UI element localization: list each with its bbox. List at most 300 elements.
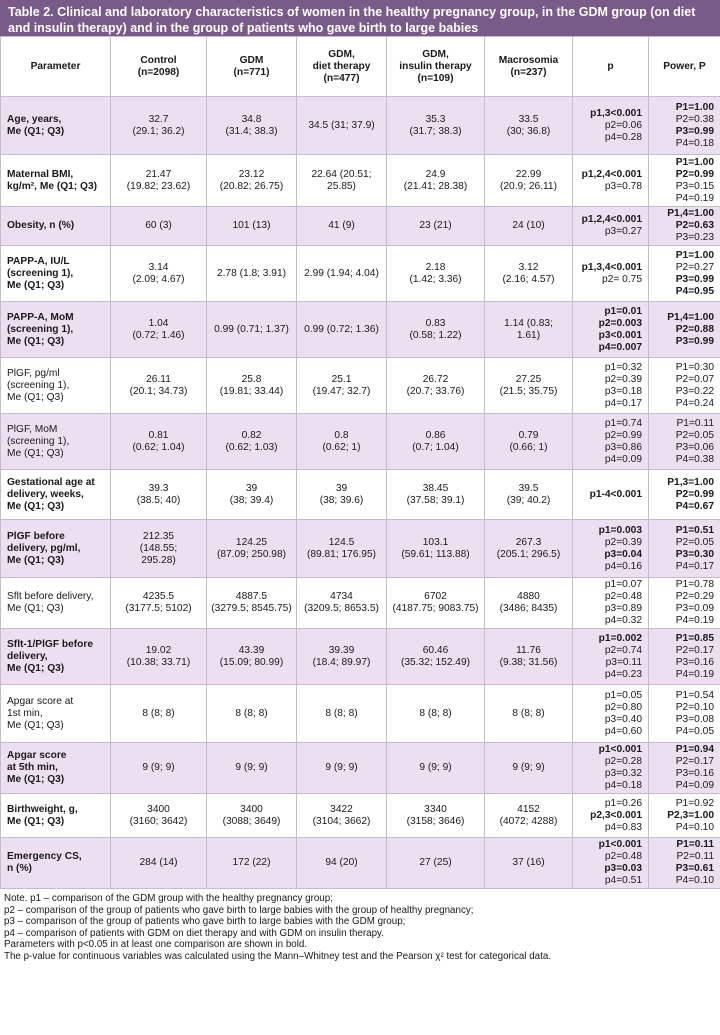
parameter-cell bbox=[1, 155, 111, 207]
power-value: P4=0.38 bbox=[675, 453, 714, 465]
p-value: p3=0.18 bbox=[604, 385, 642, 397]
value-line: 26.72 bbox=[422, 373, 449, 385]
p-value-cell bbox=[573, 414, 649, 470]
p-value: p1=0.32 bbox=[604, 361, 642, 373]
value-line: 6702 bbox=[424, 591, 447, 602]
value-cell bbox=[111, 794, 207, 838]
power-value: P3=0.09 bbox=[675, 603, 714, 614]
parameter-line: delivery, bbox=[7, 650, 48, 662]
power-value: P4=0.17 bbox=[675, 560, 714, 572]
value-cell bbox=[111, 246, 207, 302]
power-value: P2=0.38 bbox=[675, 113, 714, 125]
column-header-line: (n=2098) bbox=[137, 66, 180, 78]
value-line: (0.62; 1.03) bbox=[225, 441, 278, 453]
column-header-line: Parameter bbox=[30, 60, 81, 72]
power-value: P4=0.10 bbox=[675, 875, 714, 886]
power-cell bbox=[649, 629, 720, 685]
value-line: 39 bbox=[335, 482, 348, 494]
value-line: (59.61; 113.88) bbox=[401, 548, 470, 560]
value-cell bbox=[297, 629, 387, 685]
p-value: p4=0.60 bbox=[604, 725, 642, 737]
power-value: P1=0.30 bbox=[675, 361, 714, 373]
value-cell bbox=[297, 246, 387, 302]
value-cell bbox=[111, 629, 207, 685]
value-cell bbox=[485, 155, 573, 207]
table-row bbox=[1, 155, 720, 207]
parameter-line: (screening 1), bbox=[7, 267, 74, 279]
parameter-line: Me (Q1; Q3) bbox=[7, 335, 65, 347]
table-row bbox=[1, 520, 720, 578]
power-value: P4=0.09 bbox=[675, 780, 714, 791]
value-cell bbox=[207, 520, 297, 578]
value-cell bbox=[207, 743, 297, 794]
value-line: 124.25 bbox=[235, 536, 268, 548]
power-value: P4=0.19 bbox=[675, 192, 714, 204]
value-line: 8 (8; 8) bbox=[142, 707, 175, 719]
value-line: (21.41; 28.38) bbox=[403, 180, 468, 192]
power-value: P1=0.54 bbox=[675, 689, 714, 701]
value-cell bbox=[485, 838, 573, 889]
value-line: 35.3 bbox=[425, 113, 446, 125]
value-cell bbox=[297, 685, 387, 743]
value-line: (20.9; 26.11) bbox=[499, 180, 557, 192]
value-line: (9.38; 31.56) bbox=[499, 656, 558, 668]
parameter-cell bbox=[1, 794, 111, 838]
parameter-cell bbox=[1, 246, 111, 302]
value-cell bbox=[111, 685, 207, 743]
value-cell bbox=[111, 358, 207, 414]
p-value: p1<0.001 bbox=[598, 839, 642, 850]
parameter-cell bbox=[1, 520, 111, 578]
p-value: p2=0.74 bbox=[604, 644, 642, 656]
parameter-cell bbox=[1, 629, 111, 685]
power-value: P4=0.95 bbox=[675, 285, 714, 297]
value-line: 8 (8; 8) bbox=[235, 707, 268, 719]
power-value: P4=0.18 bbox=[675, 137, 714, 149]
value-line: (18.4; 89.97) bbox=[312, 656, 371, 668]
p-value: p3=0.03 bbox=[604, 863, 642, 874]
table-row bbox=[1, 578, 720, 629]
power-value: P3=0.16 bbox=[675, 768, 714, 779]
value-line: 3400 bbox=[240, 803, 263, 815]
value-cell bbox=[207, 470, 297, 520]
value-line: 11.76 bbox=[516, 644, 541, 656]
power-value: P2=0.05 bbox=[675, 536, 714, 548]
power-value: P4=0.05 bbox=[675, 725, 714, 737]
table-row bbox=[1, 358, 720, 414]
p-value: p3=0.78 bbox=[604, 180, 642, 192]
parameter-line: 1st min, bbox=[7, 707, 43, 719]
parameter-line: Age, years, bbox=[7, 113, 62, 125]
value-cell bbox=[207, 155, 297, 207]
value-cell bbox=[485, 302, 573, 358]
power-value: P1=1.00 bbox=[675, 101, 714, 113]
value-cell bbox=[485, 743, 573, 794]
value-line: 4880 bbox=[517, 591, 540, 602]
value-line: (30; 36.8) bbox=[506, 125, 551, 137]
value-cell bbox=[387, 520, 485, 578]
value-line: (38; 39.6) bbox=[319, 494, 364, 506]
value-line: 3400 bbox=[147, 803, 170, 815]
column-header-line: GDM bbox=[239, 54, 264, 66]
power-value: P2=0.17 bbox=[675, 644, 714, 656]
value-line: 212.35 bbox=[142, 530, 175, 542]
value-line: (4187.75; 9083.75) bbox=[392, 603, 479, 614]
value-line: 9 (9; 9) bbox=[235, 762, 268, 773]
value-cell bbox=[207, 246, 297, 302]
value-cell bbox=[387, 302, 485, 358]
value-line: 1.04 bbox=[148, 317, 169, 329]
power-value: P1,3=1.00 bbox=[667, 476, 714, 488]
value-line: 39.3 bbox=[148, 482, 169, 494]
p-value-cell bbox=[573, 838, 649, 889]
power-cell bbox=[649, 302, 720, 358]
value-cell bbox=[207, 794, 297, 838]
p-value: p3=0.32 bbox=[604, 768, 642, 779]
value-line: 267.3 bbox=[515, 536, 542, 548]
column-header bbox=[485, 37, 573, 97]
value-line: 39 bbox=[245, 482, 258, 494]
parameter-cell bbox=[1, 578, 111, 629]
p-value: p1=0.002 bbox=[598, 632, 642, 644]
parameter-cell bbox=[1, 685, 111, 743]
value-cell bbox=[387, 685, 485, 743]
power-value: P4=0.67 bbox=[675, 500, 714, 512]
power-value: P1=1.00 bbox=[675, 249, 714, 261]
p-value: p4=0.83 bbox=[604, 821, 642, 833]
power-value: P1,4=1.00 bbox=[667, 208, 714, 219]
p-value: p2=0.28 bbox=[604, 756, 642, 767]
p-value: p3=0.04 bbox=[604, 548, 642, 560]
p-value-cell bbox=[573, 629, 649, 685]
p-value: p1,2,4<0.001 bbox=[581, 168, 642, 180]
table-row bbox=[1, 629, 720, 685]
column-header-line: p bbox=[607, 60, 614, 72]
value-line: 9 (9; 9) bbox=[142, 762, 175, 773]
power-value: P2=0.63 bbox=[675, 220, 714, 231]
value-cell bbox=[297, 743, 387, 794]
value-line: (35.32; 152.49) bbox=[400, 656, 471, 668]
value-line: 172 (22) bbox=[232, 857, 271, 868]
value-line: 295.28) bbox=[141, 554, 176, 566]
parameter-cell bbox=[1, 743, 111, 794]
table-body bbox=[1, 97, 720, 889]
value-line: 25.1 bbox=[331, 373, 352, 385]
value-line: 39.5 bbox=[518, 482, 539, 494]
value-cell bbox=[485, 685, 573, 743]
value-line: 24.9 bbox=[425, 168, 446, 180]
p-value: p2=0.99 bbox=[604, 429, 642, 441]
column-header bbox=[649, 37, 720, 97]
power-value: P1=0.11 bbox=[676, 839, 714, 850]
value-line: (4072; 4288) bbox=[499, 815, 558, 827]
value-line: 33.5 bbox=[518, 113, 539, 125]
parameter-line: Me (Q1; Q3) bbox=[7, 447, 64, 459]
note-line: p3 – comparison of the group of patients who gave birth to large babies with the GDM group; bbox=[4, 916, 406, 928]
value-line: (0.62; 1.04) bbox=[132, 441, 185, 453]
value-line: (2.16; 4.57) bbox=[502, 273, 555, 285]
parameter-cell bbox=[1, 302, 111, 358]
value-line: (205.1; 296.5) bbox=[496, 548, 561, 560]
power-cell bbox=[649, 246, 720, 302]
value-line: 4235.5 bbox=[142, 591, 175, 602]
power-value: P1=0.94 bbox=[675, 744, 714, 755]
value-cell bbox=[297, 302, 387, 358]
value-line: 22.99 bbox=[515, 168, 542, 180]
table-row bbox=[1, 302, 720, 358]
p-value: p4=0.18 bbox=[604, 780, 642, 791]
value-line: 2.99 (1.94; 4.04) bbox=[304, 267, 379, 279]
value-line: 4734 bbox=[330, 591, 353, 602]
parameter-line: Me (Q1; Q3) bbox=[7, 554, 65, 566]
p-value: p4=0.32 bbox=[604, 615, 642, 626]
parameter-line: Me (Q1; Q3) bbox=[7, 719, 64, 731]
table-row bbox=[1, 470, 720, 520]
value-line: (3158; 3646) bbox=[406, 815, 465, 827]
value-line: 41 (9) bbox=[328, 220, 355, 231]
power-value: P2=0.29 bbox=[675, 591, 714, 602]
parameter-line: delivery, pg/ml, bbox=[7, 542, 81, 554]
value-line: 0.81 bbox=[148, 429, 169, 441]
p-value: p1=0.05 bbox=[604, 689, 642, 701]
power-cell bbox=[649, 358, 720, 414]
value-line: 26.11 bbox=[146, 373, 171, 385]
p-value: p3=0.40 bbox=[604, 713, 642, 725]
value-cell bbox=[387, 358, 485, 414]
column-header-line: Control bbox=[140, 54, 177, 66]
value-line: (87.09; 250.98) bbox=[216, 548, 287, 560]
parameter-line: Gestational age at bbox=[7, 476, 95, 488]
p-value: p4=0.16 bbox=[604, 560, 642, 572]
column-header-line: insulin therapy bbox=[399, 60, 472, 72]
value-cell bbox=[387, 155, 485, 207]
column-header-line: Macrosomia bbox=[498, 54, 559, 66]
value-line: 3422 bbox=[330, 803, 353, 815]
table-row bbox=[1, 794, 720, 838]
column-header-line: (n=237) bbox=[510, 66, 547, 78]
parameter-cell bbox=[1, 414, 111, 470]
parameter-line: (screening 1), bbox=[7, 379, 70, 391]
value-line: 0.79 bbox=[518, 429, 539, 441]
p-value: p4=0.28 bbox=[604, 131, 642, 143]
p-value-cell bbox=[573, 155, 649, 207]
parameter-line: PlGF before bbox=[7, 530, 65, 542]
power-cell bbox=[649, 578, 720, 629]
parameter-line: n (%) bbox=[7, 863, 32, 874]
value-cell bbox=[485, 578, 573, 629]
value-cell bbox=[297, 794, 387, 838]
value-line: 60 (3) bbox=[145, 220, 172, 231]
power-value: P1,4=1.00 bbox=[667, 311, 714, 323]
value-line: (0.72; 1.46) bbox=[132, 329, 185, 341]
power-value: P4=0.19 bbox=[675, 668, 714, 680]
parameter-line: Me (Q1; Q3) bbox=[7, 279, 65, 291]
parameter-line: PlGF, MoM bbox=[7, 423, 58, 435]
value-line: 3.12 bbox=[518, 261, 539, 273]
parameter-line: Apgar score bbox=[7, 750, 67, 761]
value-line: 24 (10) bbox=[512, 220, 545, 231]
p-value: p3<0.001 bbox=[598, 329, 642, 341]
power-value: P4=0.19 bbox=[675, 615, 714, 626]
value-line: 39.39 bbox=[328, 644, 355, 656]
value-cell bbox=[111, 155, 207, 207]
value-line: 23.12 bbox=[238, 168, 265, 180]
p-value-cell bbox=[573, 246, 649, 302]
p-value: p2=0.003 bbox=[598, 317, 642, 329]
value-line: (1.42; 3.36) bbox=[409, 273, 462, 285]
value-line: 124.5 bbox=[328, 536, 355, 548]
value-line: (3279.5; 8545.75) bbox=[211, 603, 292, 614]
p-value-cell bbox=[573, 578, 649, 629]
value-cell bbox=[297, 414, 387, 470]
value-line: 0.86 bbox=[425, 429, 446, 441]
column-header-line: (n=109) bbox=[417, 72, 454, 84]
table-title: Table 2. Clinical and laboratory characteristics of women in the healthy pregnancy group, in the GDM group (on diet and insulin therapy) and in the group of patients who gave birth to large babies bbox=[0, 0, 720, 36]
power-value: P3=0.16 bbox=[675, 656, 714, 668]
value-line: 9 (9; 9) bbox=[419, 762, 452, 773]
power-value: P1=0.11 bbox=[676, 417, 714, 429]
value-cell bbox=[387, 414, 485, 470]
p-value: p4=0.51 bbox=[604, 875, 642, 886]
p-value: p1,3,4<0.001 bbox=[581, 261, 642, 273]
parameter-line: Emergency CS, bbox=[7, 851, 82, 862]
power-cell bbox=[649, 685, 720, 743]
parameter-line: PAPP-A, IU/L bbox=[7, 255, 70, 267]
value-cell bbox=[111, 743, 207, 794]
value-line: (0.62; 1) bbox=[322, 441, 361, 453]
value-line: 37 (16) bbox=[512, 857, 545, 868]
value-cell bbox=[387, 743, 485, 794]
value-line: 60.46 bbox=[422, 644, 449, 656]
table-row bbox=[1, 97, 720, 155]
parameter-cell bbox=[1, 838, 111, 889]
value-line: 4887.5 bbox=[235, 591, 268, 602]
parameter-line: Me (Q1; Q3) bbox=[7, 662, 65, 674]
column-header-line: GDM, bbox=[328, 48, 355, 60]
value-line: (89.81; 176.95) bbox=[306, 548, 377, 560]
table-row bbox=[1, 207, 720, 246]
value-line: (19.47; 32.7) bbox=[312, 385, 371, 397]
p-value: p3=0.27 bbox=[604, 226, 642, 237]
value-cell bbox=[297, 838, 387, 889]
table-notes bbox=[0, 889, 720, 963]
power-value: P4=0.24 bbox=[675, 397, 714, 409]
p-value: p2=0.48 bbox=[604, 591, 642, 602]
parameter-line: Maternal BMI, bbox=[7, 168, 74, 180]
power-cell bbox=[649, 520, 720, 578]
p-value: p1=0.74 bbox=[604, 417, 642, 429]
parameter-line: PlGF, pg/ml bbox=[7, 367, 60, 379]
value-cell bbox=[207, 685, 297, 743]
value-cell bbox=[111, 414, 207, 470]
p-value: p2= 0.75 bbox=[602, 273, 642, 285]
value-cell bbox=[485, 358, 573, 414]
value-line: 25.85) bbox=[327, 180, 356, 192]
parameter-line: Me (Q1; Q3) bbox=[7, 500, 65, 512]
p-value: p1=0.01 bbox=[604, 305, 642, 317]
value-line: (3160; 3642) bbox=[129, 815, 188, 827]
value-line: 27.25 bbox=[515, 373, 542, 385]
value-line: (31.7; 38.3) bbox=[409, 125, 462, 137]
power-value: P3=0.99 bbox=[675, 335, 714, 347]
value-line: (148.55; bbox=[139, 542, 178, 554]
value-line: (0.58; 1.22) bbox=[409, 329, 462, 341]
power-value: P3=0.22 bbox=[675, 385, 714, 397]
value-line: 3340 bbox=[424, 803, 447, 815]
column-header-line: Power, P bbox=[663, 60, 706, 72]
power-cell bbox=[649, 155, 720, 207]
power-value: P2=0.17 bbox=[675, 756, 714, 767]
note-line: p4 – comparison of patients with GDM on diet therapy and with GDM on insulin therapy. bbox=[4, 927, 384, 939]
value-cell bbox=[207, 207, 297, 246]
value-line: (38; 39.4) bbox=[229, 494, 274, 506]
power-value: P3=0.23 bbox=[675, 232, 714, 243]
power-value: P4=0.10 bbox=[675, 821, 714, 833]
value-line: 43.39 bbox=[238, 644, 265, 656]
p-value-cell bbox=[573, 97, 649, 155]
value-line: 284 (14) bbox=[139, 857, 178, 868]
value-line: (29.1; 36.2) bbox=[132, 125, 185, 137]
value-line: 103.1 bbox=[422, 536, 449, 548]
value-cell bbox=[485, 629, 573, 685]
power-value: P2=0.10 bbox=[675, 701, 714, 713]
power-cell bbox=[649, 207, 720, 246]
note-line: Note. p1 – comparison of the GDM group with the healthy pregnancy group; bbox=[4, 893, 333, 904]
column-header-line: (n=771) bbox=[233, 66, 270, 78]
power-value: P3=0.15 bbox=[675, 180, 714, 192]
value-line: 0.8 bbox=[334, 429, 349, 441]
value-cell bbox=[207, 358, 297, 414]
power-value: P3=0.99 bbox=[675, 273, 714, 285]
parameter-cell bbox=[1, 97, 111, 155]
table-row bbox=[1, 838, 720, 889]
power-value: P2=0.27 bbox=[675, 261, 714, 273]
column-header bbox=[387, 37, 485, 97]
value-cell bbox=[387, 246, 485, 302]
power-cell bbox=[649, 794, 720, 838]
value-line: (20.1; 34.73) bbox=[129, 385, 188, 397]
value-cell bbox=[485, 246, 573, 302]
p-value: p1=0.003 bbox=[598, 524, 642, 536]
value-line: (21.5; 35.75) bbox=[499, 385, 558, 397]
p-value: p4=0.23 bbox=[604, 668, 642, 680]
value-line: 0.99 (0.72; 1.36) bbox=[304, 323, 379, 335]
value-line: (0.66; 1) bbox=[509, 441, 548, 453]
value-line: (20.82; 26.75) bbox=[219, 180, 284, 192]
value-cell bbox=[387, 470, 485, 520]
p-value-cell bbox=[573, 358, 649, 414]
value-line: 0.82 bbox=[241, 429, 262, 441]
power-value: P3=0.08 bbox=[675, 713, 714, 725]
value-line: 8 (8; 8) bbox=[419, 707, 452, 719]
p-value-cell bbox=[573, 207, 649, 246]
p-value: p1,3<0.001 bbox=[590, 107, 642, 119]
value-line: (19.81; 33.44) bbox=[219, 385, 284, 397]
parameter-cell bbox=[1, 207, 111, 246]
header-row bbox=[1, 37, 720, 97]
p-value: p1<0.001 bbox=[598, 744, 642, 755]
p-value: p2=0.06 bbox=[604, 119, 642, 131]
power-value: P1=0.92 bbox=[675, 797, 714, 809]
value-cell bbox=[387, 838, 485, 889]
p-value: p2=0.39 bbox=[604, 536, 642, 548]
value-cell bbox=[297, 520, 387, 578]
value-line: 101 (13) bbox=[232, 220, 271, 231]
value-line: (15.09; 80.99) bbox=[219, 656, 284, 668]
characteristics-table bbox=[0, 36, 720, 889]
column-header bbox=[1, 37, 111, 97]
value-cell bbox=[111, 207, 207, 246]
